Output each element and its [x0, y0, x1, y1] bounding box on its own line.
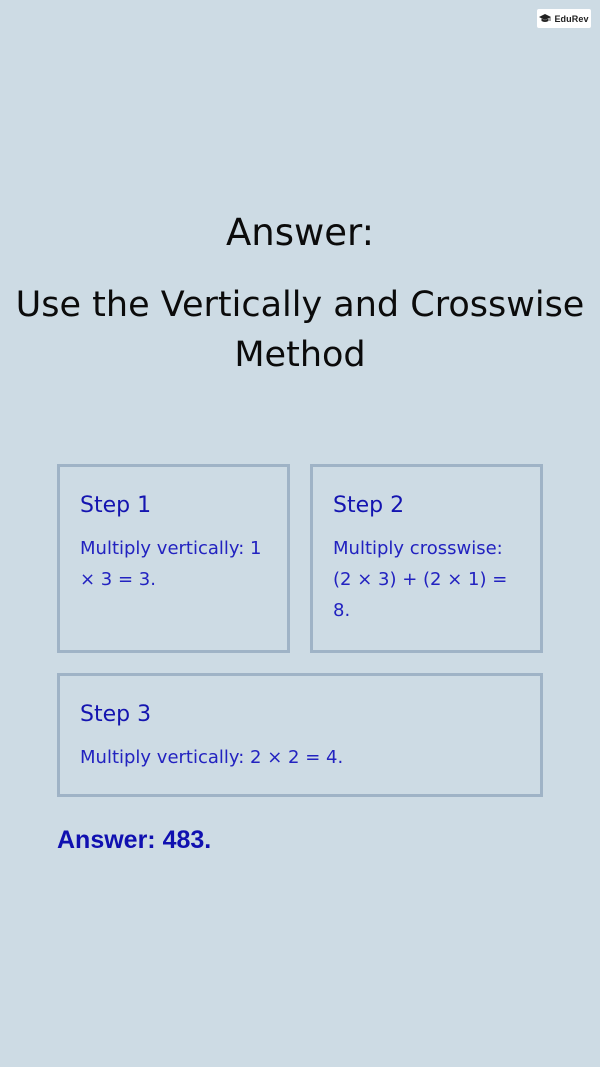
- final-answer: Answer: 483.: [57, 826, 212, 854]
- step-title: Step 2: [333, 493, 405, 518]
- step-title: Step 1: [80, 493, 152, 518]
- graduation-cap-icon: [539, 14, 551, 24]
- step-card-3: [57, 673, 543, 797]
- answer-heading: Answer:: [225, 211, 375, 254]
- step-card-2: [310, 464, 543, 653]
- step-description: Multiply vertically: 1 × 3 = 3.: [80, 538, 262, 590]
- method-title: Use the Vertically and Crosswise Method: [15, 285, 585, 375]
- edurev-logo: [537, 9, 591, 28]
- step-description: Multiply vertically: 2 × 2 = 4.: [80, 747, 344, 768]
- step-title: Step 3: [80, 702, 152, 727]
- logo-text: EduRev: [554, 13, 589, 24]
- step-card-1: [57, 464, 290, 653]
- step-description: Multiply crosswise: (2 × 3) + (2 × 1) = 8.: [333, 538, 508, 621]
